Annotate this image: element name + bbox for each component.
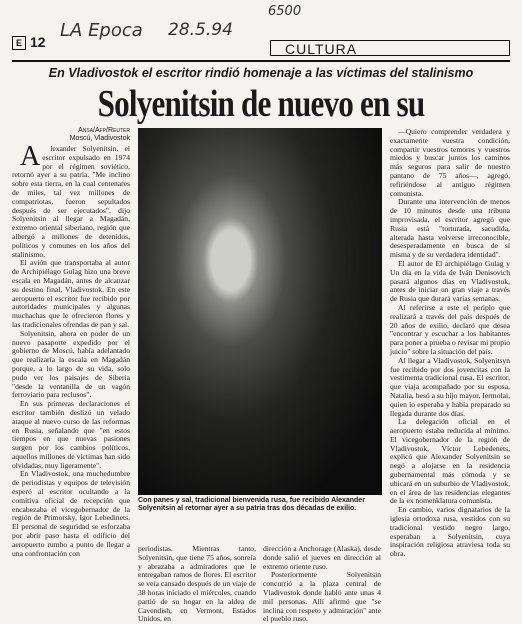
article-photo xyxy=(138,128,382,495)
paragraph: La delegación oficial en el aeropuerto estaba reducida al mínimo. El vicegobernador de la región de Vladivostok, Víctor Lebedenets, explicó que Alexander Solyenitsin se negó a alojarse en la residencia gubernamental más cómoda y se ubicará en un suburbio de Vladivostok, en el área de las residencias elegantes de la ex nomenklatura comunista. xyxy=(390,417,510,506)
paragraph: Al referirse a este el periplo que realizará a través del país después de 20 años de exilio, declaró que desea "encontrar y escuchar a los habitantes para poner a prueba o revisar mi propio juicio" sobre la situación del país. xyxy=(390,302,510,356)
byline: Ansa/Afp/Reuter xyxy=(78,127,130,134)
article-column-1 xyxy=(12,141,130,597)
headline: Solyenitsin de nuevo en su xyxy=(97,83,425,125)
paragraph: Posteriormente Solyenitsin concurrió a la plaza central de Vladivostok donde habló ante unas 4 mil personas. Allí afirmó que "se inclina con respeto y admiración" ante el pueblo ruso. xyxy=(263,570,381,624)
paragraph: En sus primeras declaraciones el escritor también deslizó un velado ataque al nuevo curso de las reformas en Rusia, señalando que "en estos tiempos en que nuevas pasiones surgen por los cambios políticos, aquellos millones de víctimas han sido olvidadas, muy ligeramente". xyxy=(12,399,130,470)
handwritten-date: 28.5.94 xyxy=(168,20,233,40)
paragraph: El autor de El archipiélago Gulag y Un día en la vida de Iván Denisovich pasará algunos días en Vladivostok, antes de iniciar un gran viaje a través de Rusia que durará varias semanas. xyxy=(390,258,510,304)
handwritten-number: 6500 xyxy=(268,4,302,19)
handwritten-masthead: LA Epoca xyxy=(60,20,143,41)
kicker: En Vladivostok el escritor rindió homenaje a las víctimas del stalinismo xyxy=(48,66,474,80)
paragraph: Alexander Solyenitsin, el escritor expulsado en 1974 por el régimen soviético, retornó ayer a su patria. "Me inclino sobre esta tierra, en la cual centenares de miles, tal vez millones de compatriotas, fueron sepultados después de ser ejecutados", dijo Solyenitsin al llegar a Magadán, extremo oriental siberiano, región que albergó a millones de detenidos, políticos y comunes en los años del stalinismo. xyxy=(12,141,130,259)
article-column-2 xyxy=(138,544,256,624)
paragraph: En cambio, varios dignatarios de la iglesia ortodoxa rusa, vestidos con su tradicional vestido negro largo, esperaban a Solyenitsin, cuya inspiración religiosa atraviesa toda su obra. xyxy=(390,505,510,559)
article-column-4 xyxy=(390,128,510,598)
paragraph: —Quiero comprender verdadera y exactamente vuestra condición, compartir vuestros temores y vuestros miedos y buscar juntos los caminos más seguros para salir de nuestro pantano de 75 años—, agregó, refiriéndose al antiguo régimen comunista. xyxy=(390,127,510,198)
paragraph: Solyenitsin, ahora en poder de un nuevo pasaporte expedido por el gobierno de Moscú, había adelantado que realizaría la escala en Magadán porque, a lo largo de su vida, solo pudo ver los paisajes de Siberia "desde la ventanilla de un vagón ferroviario para reclusos". xyxy=(12,328,130,400)
photo-caption: Con panes y sal, tradicional bienvenida rusa, fue recibido Alexander Solyenitsin al retornar ayer a su patria tras dos décadas de exilio. xyxy=(138,497,365,513)
paragraph: Al llegar a Vladivostok, Solyenitsyn fue recibido por dos jovencitas con la vestimenta tradicional rusa. El escritor, que viaja acompañado por su esposa, Natalia, besó a su hijo mayor, Iermolai, quien lo esperaba y había preparado su llegada durante dos días. xyxy=(390,355,510,418)
paragraph: Durante una intervención de menos de 10 minutos desde una tribuna improvisada, el escritor agregó que Rusia está "torturada, sacudida, alterada hasta volverse irreconocible, desesperadamente en busca de sí misma y de su verdadera identidad". xyxy=(390,197,510,260)
newspaper-logo-icon: E xyxy=(12,36,26,50)
dateline: Moscú, Vladivostok xyxy=(69,135,130,142)
paragraph: En Vladivostok, una muchedumbre de periodistas y equipos de televisión esperó al escritor ocultando a la comitiva oficial de recepción que encabezaba el vicegobernador de la región de Primorsky, Igor Lebedinets. El personal de seguridad se esforzaba por abrir paso hasta el edificio del aeropuerto rumbo a punto de llegar a una confrontación con xyxy=(12,469,130,558)
paragraph: El avión que transportaba al autor de Archipiélago Gulag hizo una breve escala en Magadán, antes de alcanzar su destino final, Vladivostok. En este aeropuerto el escritor fue recibido por autoridades municipales y algunas muchachas que le ofrecieron flores y las tradicionales ofrendas de pan y sal. xyxy=(12,258,130,329)
article-column-3 xyxy=(263,544,381,624)
paragraph: periodistas. Mientras tanto, Solyenitsin, que tiene 75 años, sonreía y abrazaba a admiradores que le entregaban ramos de flores. El escritor se veía cansado después de un viaje de 38 horas iniciado el miércoles, cuando partió de su hogar en la aldea de Cavendish, en Vermont, Estados Unidos, en xyxy=(138,544,256,624)
header-rule xyxy=(12,60,510,62)
page-number: 12 xyxy=(30,34,46,50)
paragraph: dirección a Anchorage (Alaska), desde donde salió el jueves en dirección al extremo oriente ruso. xyxy=(263,544,381,571)
section-label: CULTURA xyxy=(270,40,510,56)
